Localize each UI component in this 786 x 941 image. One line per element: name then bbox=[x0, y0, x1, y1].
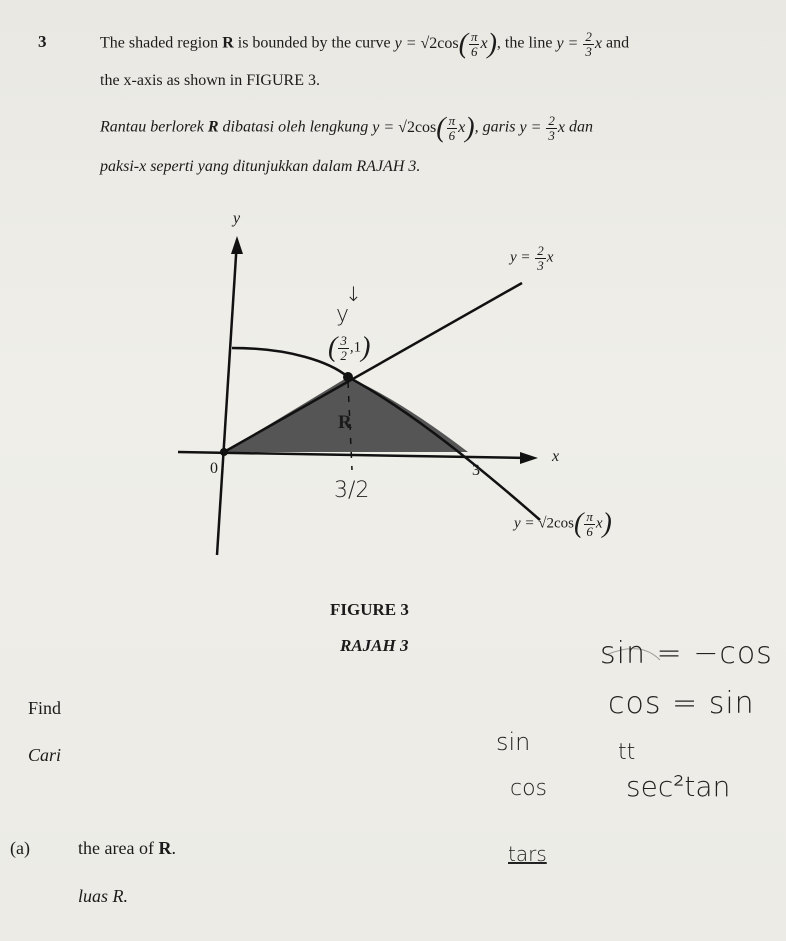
intersection-point-label: ( $\frac{3}{2}$ ,1) bbox=[328, 332, 371, 363]
x-axis bbox=[178, 452, 528, 458]
line-equation: y = $\frac{2}{3}$ x bbox=[519, 112, 565, 143]
region-r-label: R bbox=[338, 412, 352, 433]
y-axis-label: y bbox=[233, 210, 241, 227]
handwritten-three-half: 3/2 bbox=[334, 478, 370, 503]
text: and bbox=[601, 34, 630, 52]
question-en-line2: the x-axis as shown in FIGURE 3. bbox=[100, 72, 320, 89]
part-a-label: (a) bbox=[10, 838, 30, 858]
figure-caption-ms: RAJAH 3 bbox=[340, 636, 409, 655]
text: , the line bbox=[496, 34, 557, 52]
x-intercept-label: 3 bbox=[472, 462, 480, 479]
text: Rantau berlorek bbox=[100, 118, 208, 136]
text: , garis bbox=[474, 118, 520, 136]
handwritten-sin-eq: sin = −cos bbox=[600, 636, 773, 671]
handwritten-sin: sin bbox=[496, 728, 531, 756]
figure-caption-en: FIGURE 3 bbox=[330, 600, 409, 619]
question-number: 3 bbox=[38, 32, 47, 51]
handwritten-arrow: ↓ bbox=[345, 282, 362, 306]
handwritten-cos-eq: cos = sin bbox=[608, 686, 755, 721]
part-a-en: the area of R. bbox=[78, 838, 176, 858]
y-axis-arrow-icon bbox=[231, 236, 243, 254]
origin-point bbox=[220, 448, 228, 456]
handwritten-sec-tan: sec²tan bbox=[626, 770, 731, 803]
find-ms: Cari bbox=[28, 745, 62, 765]
text: dan bbox=[564, 118, 593, 136]
figure-line-equation: y = $\frac{2}{3}$ x bbox=[510, 243, 554, 273]
handwritten-tan: tt bbox=[618, 740, 636, 765]
text: dibatasi oleh lengkung bbox=[218, 118, 373, 136]
question-ms-line2: paksi-x seperti yang ditunjukkan dalam RAJAH 3. bbox=[100, 158, 421, 175]
handwritten-scribble: tars bbox=[508, 842, 547, 866]
region-label: R bbox=[207, 118, 219, 136]
curve-equation: y = √2cos( $\frac{\pi}{6}$ x) bbox=[372, 112, 475, 143]
line-equation: y = $\frac{2}{3}$ x bbox=[556, 28, 602, 59]
origin-label: 0 bbox=[210, 460, 218, 477]
find-en: Find bbox=[28, 698, 62, 718]
region-label: R bbox=[222, 34, 234, 52]
part-a-ms: luas R. bbox=[78, 886, 129, 906]
text: is bounded by the curve bbox=[233, 34, 395, 52]
handwritten-y: y bbox=[336, 302, 350, 327]
y-axis bbox=[217, 240, 237, 555]
curve-equation: y = √2cos( $\frac{\pi}{6}$ x) bbox=[394, 28, 497, 59]
intersection-point bbox=[343, 372, 353, 382]
handwritten-cos: cos bbox=[510, 776, 548, 801]
x-axis-label: x bbox=[552, 448, 560, 465]
text: The shaded region bbox=[100, 34, 223, 52]
figure-curve-equation: y = √2cos( $\frac{\pi}{6}$ x) bbox=[514, 508, 612, 539]
x-axis-arrow-icon bbox=[520, 452, 538, 464]
